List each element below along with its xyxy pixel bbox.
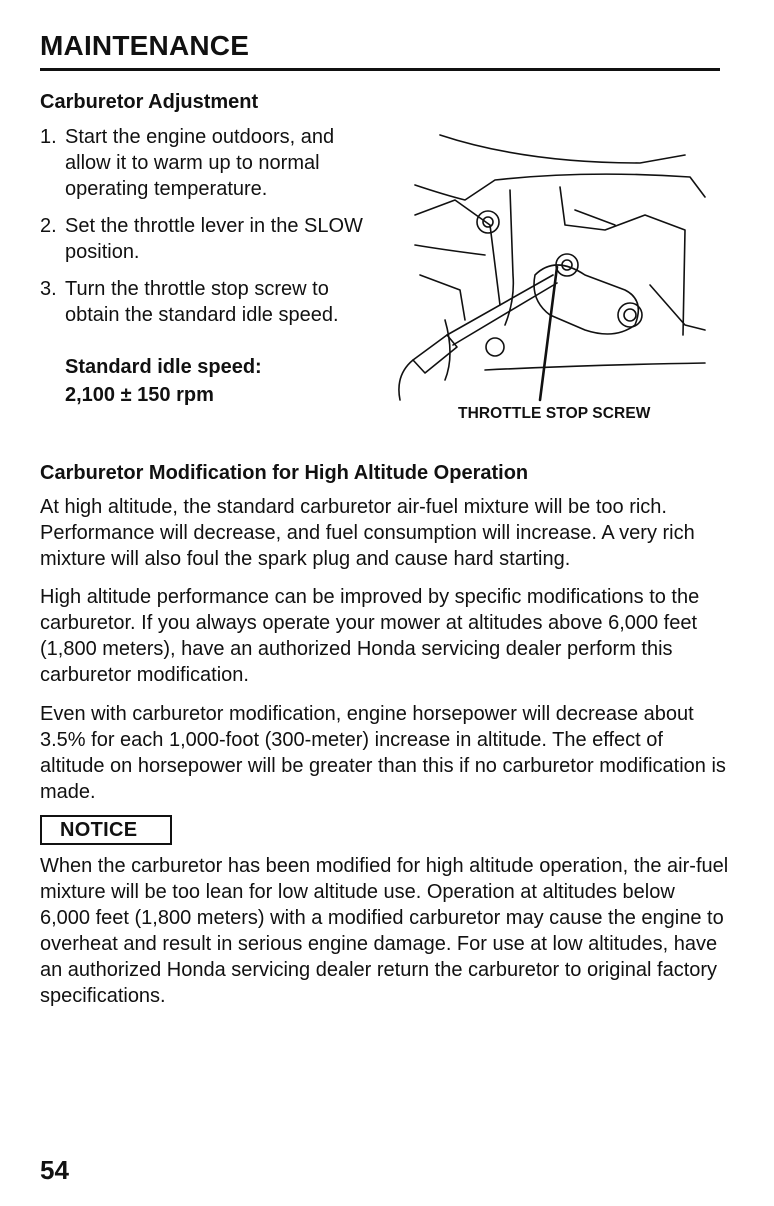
leader-line xyxy=(540,267,557,400)
bolt-head xyxy=(477,211,499,233)
paragraph: Even with carburetor modification, engine horsepower will decrease about 3.5% for each 1,000-foot (300-meter) increase in altitude. The effect of altitude on horsepower will be greater than this if no carburetor modification is made. xyxy=(40,703,726,803)
engine-outline-line xyxy=(440,135,685,163)
engine-outline-line xyxy=(560,187,685,335)
idle-speed-value: 2,100 ± 150 rpm xyxy=(65,384,214,406)
carburetor-adjustment-title: Carburetor Adjustment xyxy=(40,91,259,113)
high-altitude-title: Carburetor Modification for High Altitude Operation xyxy=(40,462,529,484)
notice-text: When the carburetor has been modified for high altitude operation, the air-fuel mixture will be too lean for low altitude use. Operation at altitudes below 6,000 feet (1,800 meters) with a modified carburetor may cause the engine to overheat and result in serious engine damage. For use at low altitudes, have an authorized Honda servicing dealer return the carburetor to original factory specifications. xyxy=(40,855,729,1007)
notice-box xyxy=(40,815,172,845)
step-3 xyxy=(40,276,380,328)
engine-outline-line xyxy=(415,245,485,255)
paragraph: At high altitude, the standard carburetor air-fuel mixture will be too rich. Performance will decrease, and fuel consumption will increase. A very rich mixture will also foul the spark plug and cause hard starting. xyxy=(40,496,695,570)
section-header: MAINTENANCE xyxy=(40,30,250,61)
idle-speed-label: Standard idle speed: xyxy=(65,356,262,378)
screwdriver-shaft xyxy=(453,283,557,345)
engine-outline-line xyxy=(485,363,705,370)
engine-outline-line xyxy=(445,320,450,380)
engine-outline-line xyxy=(505,190,513,325)
screwdriver-handle xyxy=(399,360,413,400)
engine-outline-line xyxy=(420,275,465,320)
step-2 xyxy=(40,213,380,265)
carburetor-illustration xyxy=(385,125,720,415)
step-text: Turn the throttle stop screw to obtain the standard idle speed. xyxy=(65,278,339,326)
notice-label: NOTICE xyxy=(60,819,138,841)
figure-caption: THROTTLE STOP SCREW xyxy=(458,405,651,422)
engine-outline-line xyxy=(650,285,705,330)
header-rule xyxy=(40,68,720,71)
engine-outline-line xyxy=(575,210,615,225)
step-number: 2. xyxy=(40,215,57,237)
step-text: Set the throttle lever in the SLOW position. xyxy=(65,215,363,263)
step-number: 1. xyxy=(40,126,57,148)
step-1 xyxy=(40,124,380,202)
adjustment-steps xyxy=(40,124,380,339)
paragraph: High altitude performance can be improved by specific modifications to the carburetor. If you always operate your mower at altitudes above 6,000 feet (1,800 meters), have an authorized Honda servicing dealer perform this carburetor modification. xyxy=(40,586,700,686)
page-number: 54 xyxy=(40,1155,69,1185)
step-text: Start the engine outdoors, and allow it to warm up to normal operating temperature. xyxy=(65,126,335,200)
bolt-head xyxy=(486,338,504,356)
carburetor-fitting xyxy=(624,309,636,321)
step-number: 3. xyxy=(40,278,57,300)
